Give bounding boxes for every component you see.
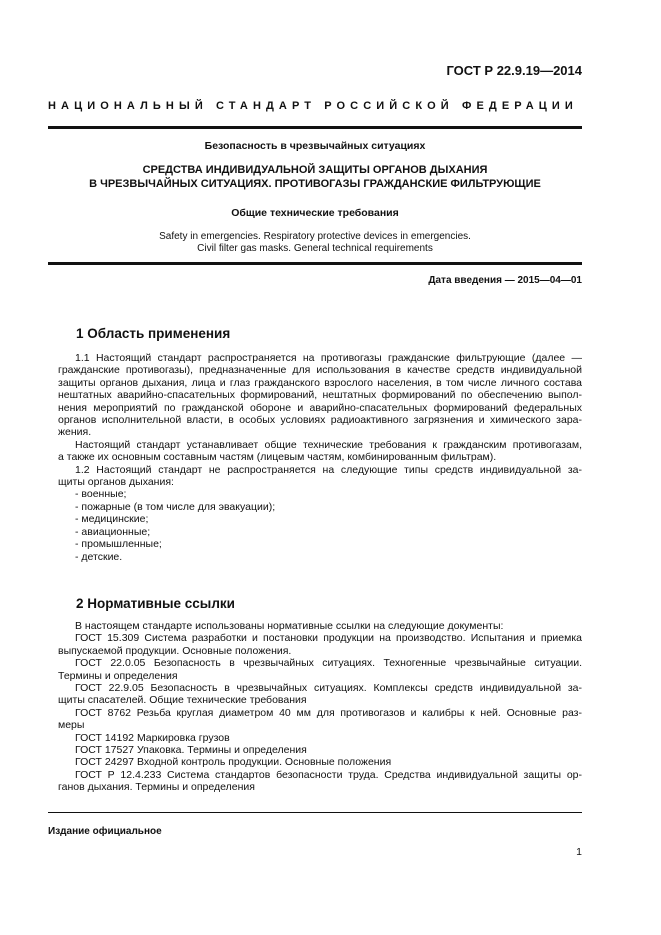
reference-line: ГОСТ 8762 Резьба круглая диаметром 40 мм для противогазов и калибры к ней. Основные раз- (75, 706, 582, 719)
list-item: - детские. (75, 550, 123, 563)
reference-line: ГОСТ 15.309 Система разработки и постановки продукции на производство. Испытания и приемка (75, 632, 582, 645)
official-edition-label: Издание официальное (48, 826, 162, 837)
section-2-heading: 2 Нормативные ссылки (76, 596, 235, 611)
standard-series: Безопасность в чрезвычайных ситуациях (204, 140, 426, 152)
list-item: - военные; (75, 488, 127, 501)
text-line: жения. (58, 426, 92, 439)
text-line: нештатных аварийно-спасательных формирований, нештатных формирований по обеспечению выпол- (58, 389, 582, 402)
text-line: гражданские противогазы), предназначенные для использования в качестве средств индивидуальной (58, 364, 582, 377)
document-subtitle: Общие технические требования (231, 207, 399, 219)
text-line: Настоящий стандарт устанавливает общие технические требования к гражданским противогазам, (75, 438, 582, 451)
reference-line: ГОСТ 24297 Входной контроль продукции. Основные положения (75, 756, 392, 769)
reference-line: Термины и определения (58, 669, 178, 682)
text-line: щиты органов дыхания: (58, 476, 174, 489)
reference-line: ГОСТ 14192 Маркировка грузов (75, 731, 230, 744)
text-line: нения мероприятий по гражданской обороне и аварийно-спасательных формирований федеральных (58, 401, 582, 414)
reference-line: ГОСТ 22.9.05 Безопасность в чрезвычайных ситуациях. Комплексы средств индивидуальной за- (75, 682, 582, 695)
national-standard-banner: НАЦИОНАЛЬНЫЙ СТАНДАРТ РОССИЙСКОЙ ФЕДЕРАЦИИ (48, 100, 578, 112)
introduction-date: Дата введения — 2015—04—01 (428, 275, 582, 286)
reference-line: щиты спасателей. Общие технические требования (58, 694, 307, 707)
page-number: 1 (576, 846, 582, 858)
footer-rule (48, 812, 582, 813)
section-2-body (58, 620, 582, 794)
reference-line: выпускаемой продукции. Основные положения. (58, 644, 292, 657)
document-number: ГОСТ Р 22.9.19—2014 (446, 63, 582, 78)
title-block-rule (48, 262, 582, 265)
english-title-line-1: Safety in emergencies. Respiratory protective devices in emergencies. (159, 231, 471, 242)
reference-line: ГОСТ Р 12.4.233 Система стандартов безопасности труда. Средства индивидуальной защиты ор- (75, 768, 582, 781)
reference-line: ГОСТ 22.0.05 Безопасность в чрезвычайных ситуациях. Техногенные чрезвычайные ситуации. (75, 657, 582, 670)
title-line-2: В ЧРЕЗВЫЧАЙНЫХ СИТУАЦИЯХ. ПРОТИВОГАЗЫ ГРАЖДАНСКИЕ ФИЛЬТРУЮЩИЕ (89, 177, 541, 190)
text-line: В настоящем стандарте использованы нормативные ссылки на следующие документы: (75, 620, 504, 632)
text-line: 1.2 Настоящий стандарт не распространяется на следующие типы средств индивидуальной за- (75, 463, 582, 476)
english-title-line-2: Civil filter gas masks. General technical requirements (197, 243, 433, 254)
text-line: органов исполнительной власти, в особых условиях радиоактивного загрязнения и химического зара- (58, 414, 582, 427)
header-rule (48, 126, 582, 129)
text-line: а также их основным составным частям (лицевым частям, комбинированным фильтрам). (58, 451, 497, 464)
reference-line: ганов дыхания. Термины и определения (58, 781, 255, 794)
english-title (48, 231, 582, 255)
section-1-body (58, 352, 582, 563)
list-item: - промышленные; (75, 538, 162, 551)
list-item: - медицинские; (75, 513, 149, 526)
text-line: 1.1 Настоящий стандарт распространяется на противогазы гражданские фильтрующие (далее — (75, 352, 582, 364)
list-item: - пожарные (в том числе для эвакуации); (75, 500, 276, 513)
document-title (48, 164, 582, 191)
reference-line: меры (58, 719, 85, 732)
title-line-1: СРЕДСТВА ИНДИВИДУАЛЬНОЙ ЗАЩИТЫ ОРГАНОВ ДЫХАНИЯ (142, 164, 488, 176)
reference-line: ГОСТ 17527 Упаковка. Термины и определения (75, 744, 307, 757)
section-1-heading: 1 Область применения (76, 326, 231, 341)
text-line: защиты органов дыхания, лица и глаз гражданского взрослого населения, в том числе личного состава (58, 376, 582, 389)
list-item: - авиационные; (75, 525, 151, 538)
